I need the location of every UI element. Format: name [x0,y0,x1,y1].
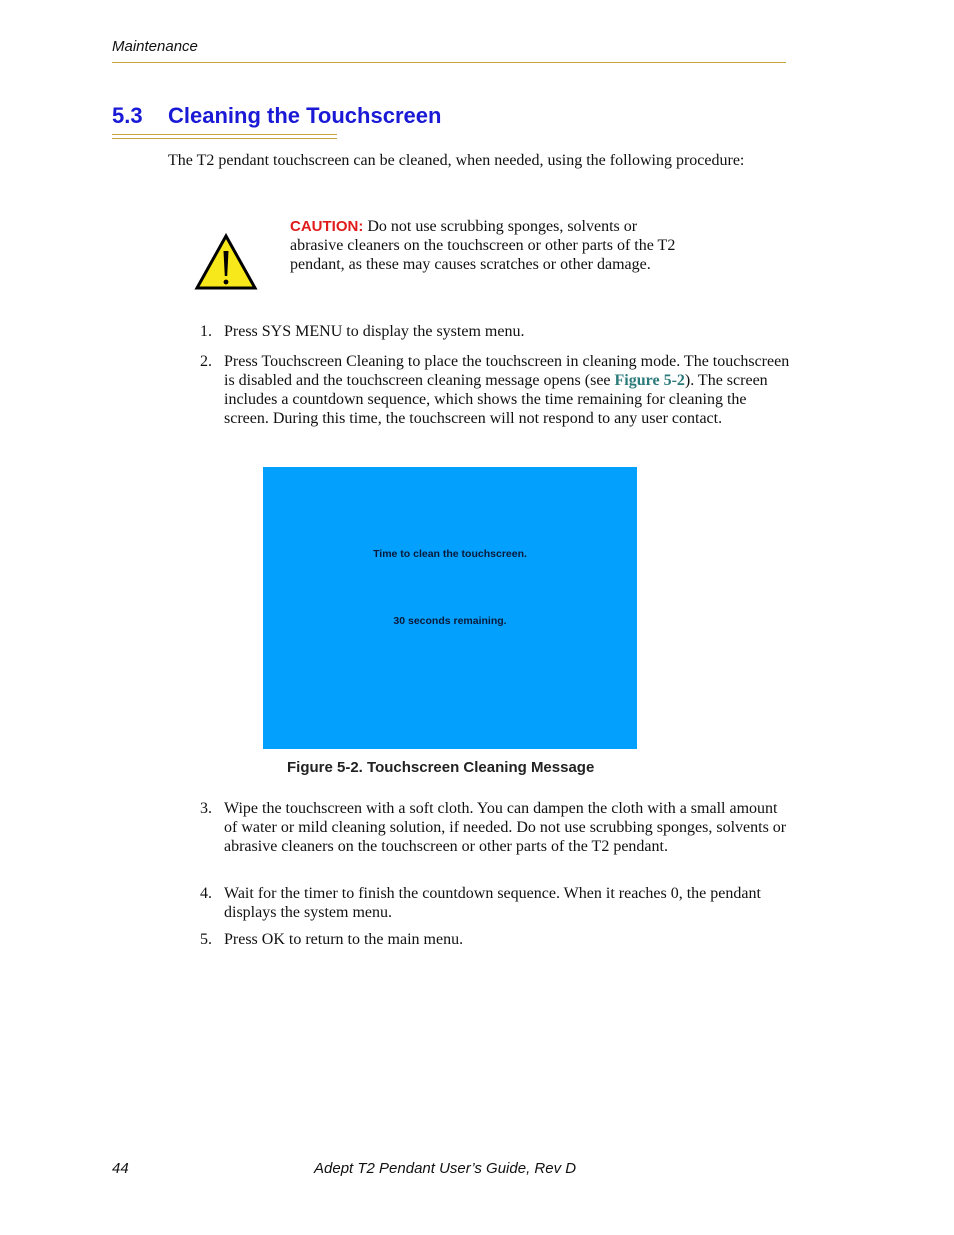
step-text: Press Touchscreen Cleaning to place the touchscreen in cleaning mode. The touchscreen is disabled and the touchscreen cleaning message opens (see [224,353,790,389]
figure-screen [263,467,637,749]
step-text: Press SYS MENU to display the system menu. [224,323,525,340]
step-number: 3. [200,800,212,817]
step-number: 5. [200,931,212,948]
step-number: 2. [200,353,212,370]
step-text: Wipe the touchscreen with a soft cloth. You can dampen the cloth with a small amount of water or mild cleaning solution, if needed. Do not use scrubbing sponges, solvents or abrasive cleaners on the touchscreen or other parts of the T2 pendant. [224,800,787,855]
caution-text: Do not use scrubbing sponges, solvents or abrasive cleaners on the touchscreen or other parts of the T2 pendant, as these may causes scratches or other damage. [290,218,676,273]
step-3 [200,799,790,856]
step-text: Press OK to return to the main menu. [224,931,464,948]
running-header: Maintenance [112,38,198,55]
section-title: Cleaning the Touchscreen [168,103,442,128]
screen-countdown: 30 seconds remaining. [393,615,507,627]
step-number: 4. [200,885,212,902]
screen-message: Time to clean the touchscreen. [373,548,527,560]
step-text-cont: ). The screen includes a countdown sequence, which shows the time remaining for cleaning the screen. During this time, the touchscreen will not respond to any user contact. [224,372,768,427]
section-number: 5.3 [112,103,143,128]
step-2 [200,352,790,428]
figure-caption: Figure 5-2. Touchscreen Cleaning Message [287,759,595,776]
header-rule [112,62,786,63]
step-number: 1. [200,323,212,340]
step-text: Wait for the timer to finish the countdown sequence. When it reaches 0, the pendant displays the system menu. [224,885,761,921]
intro-paragraph: The T2 pendant touchscreen can be cleaned, when needed, using the following procedure: [168,152,745,169]
page-number: 44 [112,1160,129,1177]
caution-note [290,217,690,274]
title-rule-top [112,134,337,135]
caution-label: CAUTION: [290,218,364,235]
step-4 [200,884,790,922]
step-1 [200,322,790,341]
title-rule-bottom [112,138,337,139]
footer-title: Adept T2 Pendant User’s Guide, Rev D [314,1160,577,1177]
step-5 [200,930,790,949]
section-heading [112,103,441,129]
figure-link[interactable]: Figure 5-2 [614,372,685,389]
warning-triangle-icon [194,233,258,291]
